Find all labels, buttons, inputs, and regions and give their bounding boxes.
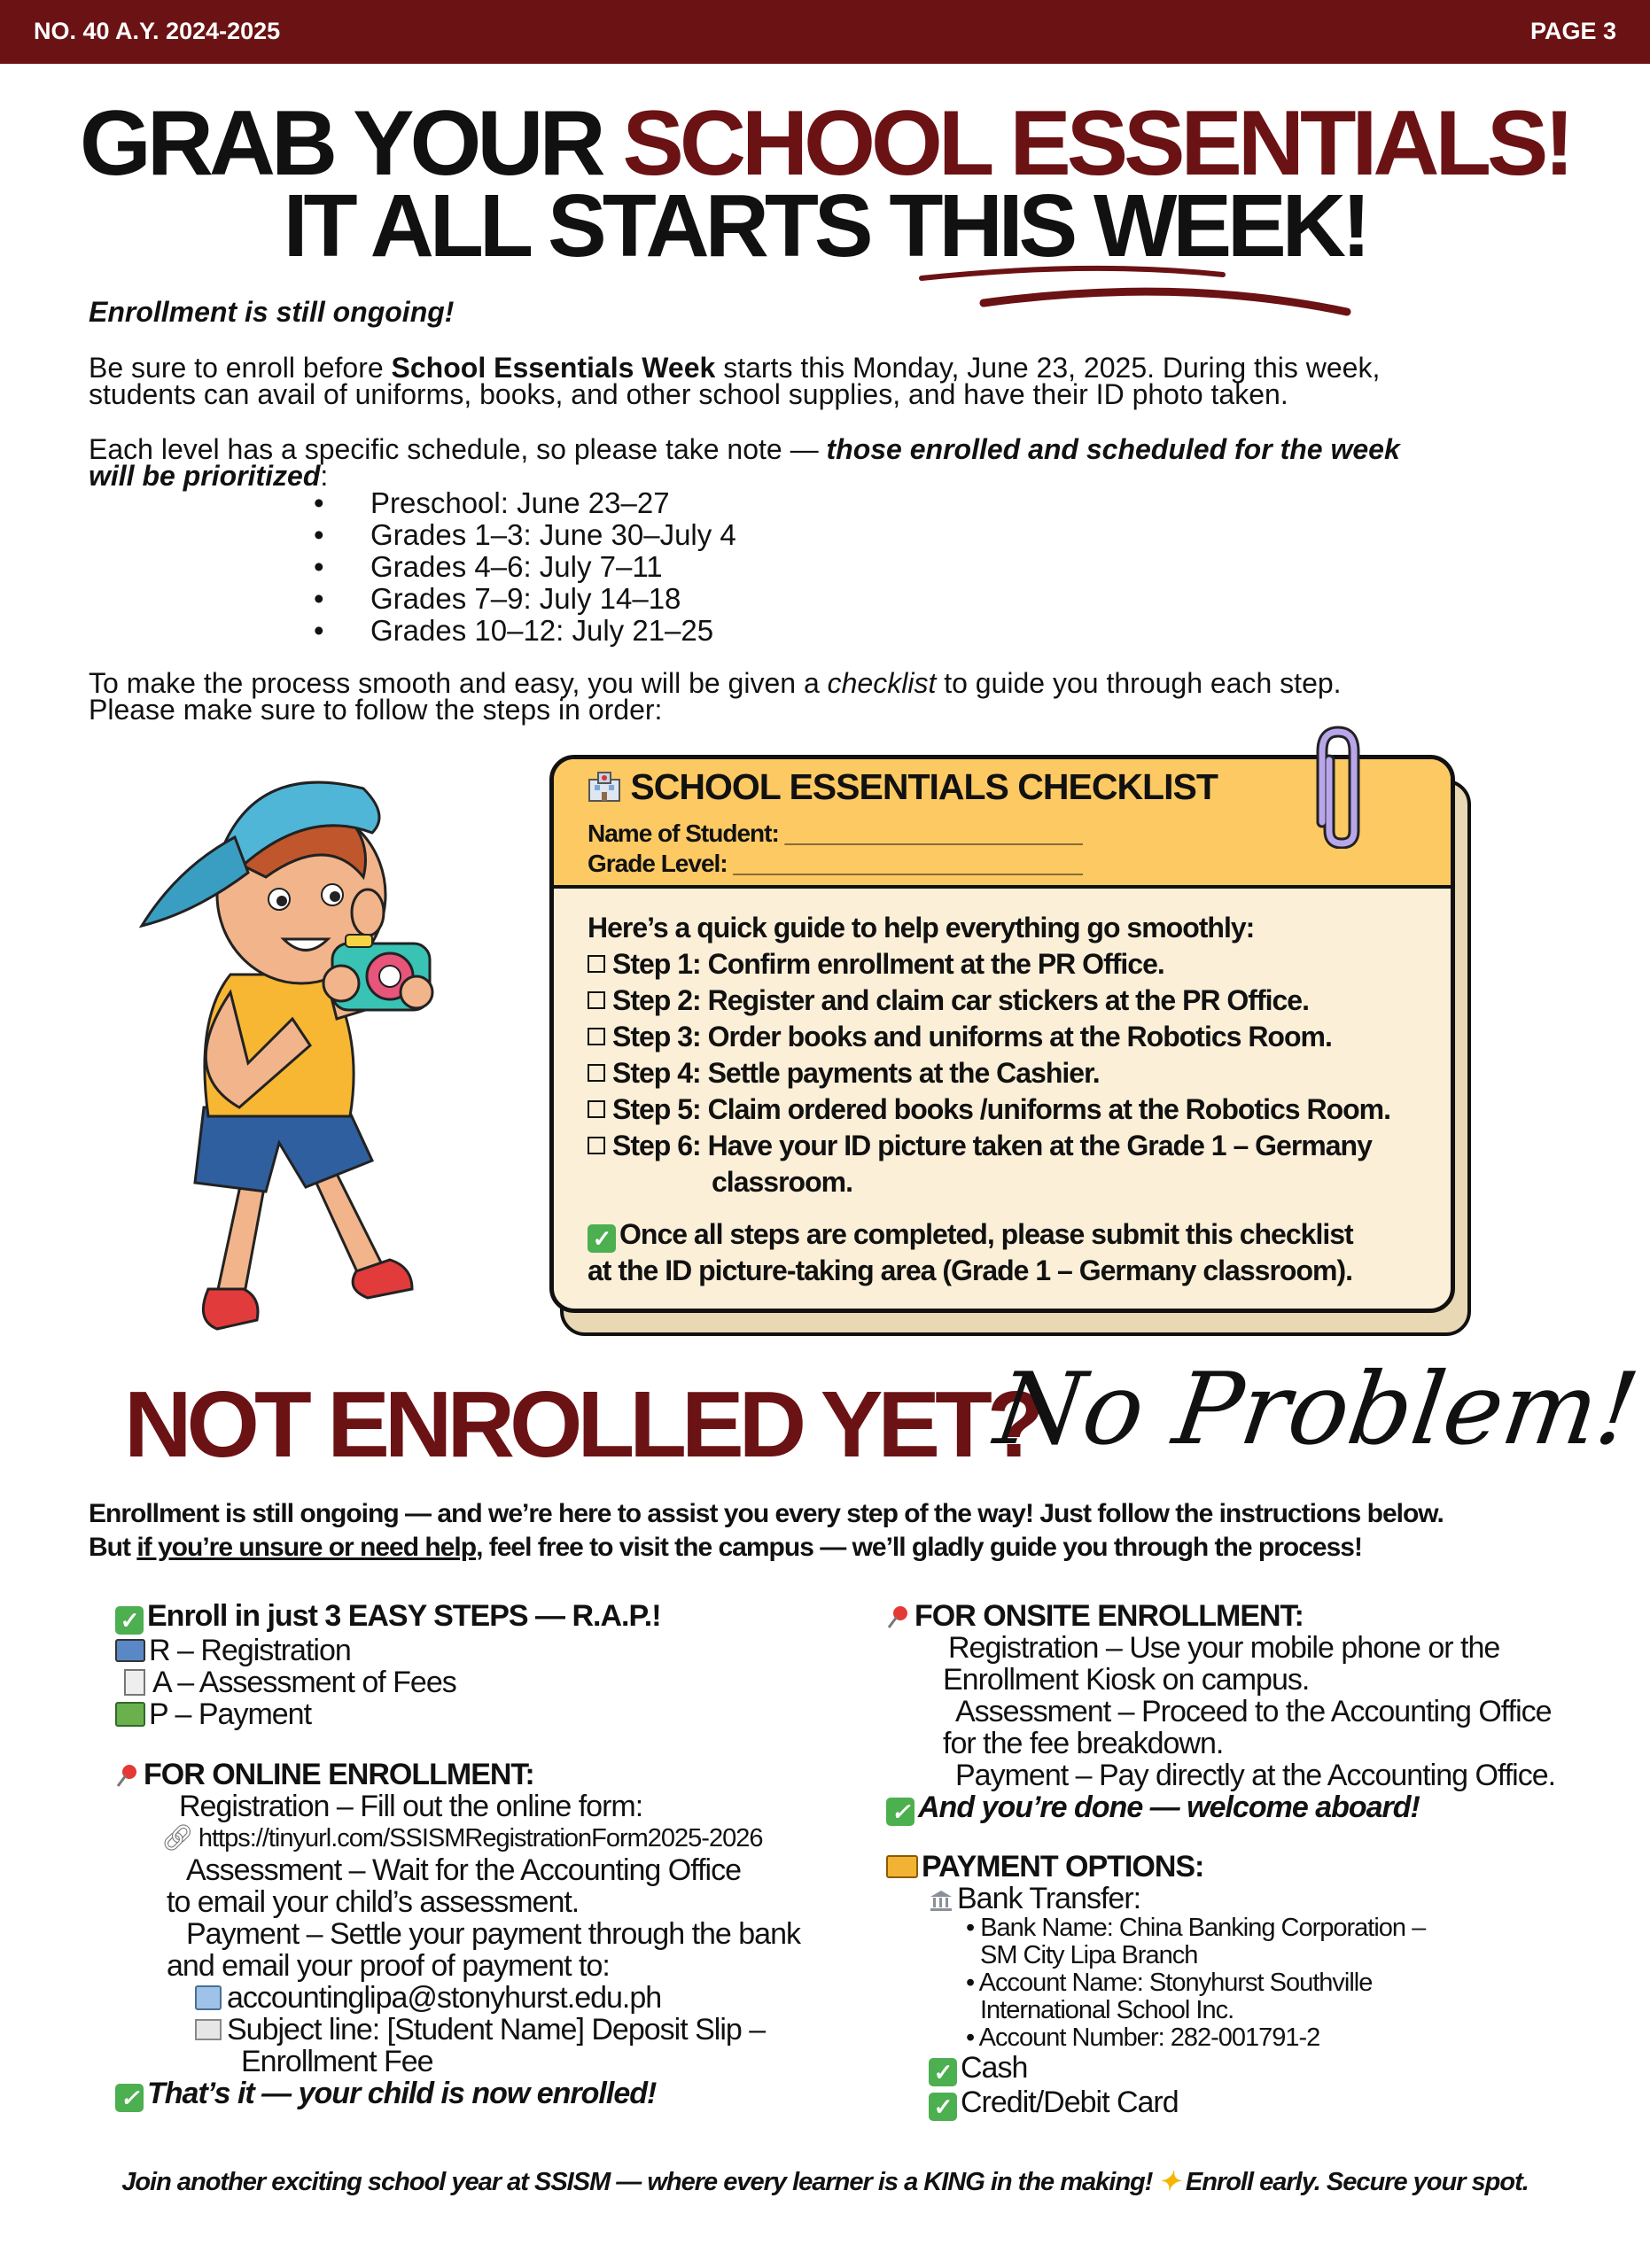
step-text: Step 4: Settle payments at the Cashier. (612, 1057, 1100, 1089)
sparkle-icon: ✦ (1158, 2168, 1179, 2196)
bank-name-1: • Bank Name: China Banking Corporation – (966, 1914, 1426, 1942)
onsite-title-row (886, 1600, 1631, 1632)
onsite-title: FOR ONSITE ENROLLMENT: (915, 1599, 1304, 1633)
account-name-1: • Account Name: Stonyhurst Southville (966, 1969, 1373, 1997)
check-mark-icon: ✓ (115, 1606, 144, 1635)
headline-line-2: IT ALL STARTS THIS WEEK! (283, 176, 1367, 276)
check-mark-icon: ✓ (929, 2093, 957, 2121)
payment-title-row (886, 1851, 1631, 1883)
p1-post: starts this Monday, June 23, 2025. During this week, (715, 352, 1381, 384)
money-icon (115, 1702, 145, 1727)
p1-bold: School Essentials Week (391, 352, 716, 384)
step-text: Step 5: Claim ordered books /uniforms at the Robotics Room. (612, 1093, 1390, 1125)
rap-item (115, 1698, 851, 1730)
student-name-blank: _______________________ (784, 819, 1082, 847)
p3-line2: Please make sure to follow the steps in order: (89, 694, 663, 726)
rap-item (115, 1635, 851, 1666)
step-text: Step 3: Order books and uniforms at the Robotics Room. (612, 1021, 1332, 1052)
email-row (115, 1982, 851, 2014)
laptop-icon (115, 1639, 145, 1662)
online-title-row (115, 1759, 851, 1790)
subject-line-1: Subject line: [Student Name] Deposit Slip – (227, 2013, 766, 2047)
card-label: Credit/Debit Card (961, 2085, 1179, 2119)
line2-post: , feel free to visit the campus — we’ll gladly guide you through the process! (476, 1533, 1362, 1562)
paperclip-icon (1304, 725, 1366, 849)
p2-pre: Each level has a specific schedule, so please take note — (89, 433, 827, 465)
grade-level-field (588, 850, 1082, 878)
checkbox-icon (588, 1137, 605, 1154)
onsite-payment: Payment – Pay directly at the Accounting Office. (955, 1759, 1556, 1792)
school-building-icon (588, 770, 621, 802)
rap-title-row (115, 1600, 851, 1635)
checklist-step (588, 1019, 1438, 1055)
cash-row (886, 2052, 1631, 2086)
step6-continuation: classroom. (712, 1166, 852, 1198)
headline-black: GRAB YOUR (79, 92, 623, 195)
online-done-row (115, 2078, 851, 2112)
checklist-title-row (588, 766, 1218, 808)
accounting-email[interactable]: accountinglipa@stonyhurst.edu.ph (227, 1981, 662, 2015)
online-assessment-1: Assessment – Wait for the Accounting Office (186, 1853, 741, 1887)
onsite-registration-1: Registration – Use your mobile phone or the (948, 1631, 1500, 1665)
pushpin-icon (886, 1604, 911, 1628)
checklist-step (588, 1055, 1438, 1091)
registration-link[interactable]: https://tinyurl.com/SSISMRegistrationForm2025-2026 (198, 1824, 763, 1852)
bank-icon (929, 1886, 953, 1909)
footer-tagline (0, 2166, 1650, 2197)
bank-details (886, 1915, 1631, 2052)
bank-transfer-label: Bank Transfer: (957, 1882, 1141, 1915)
rap-item (115, 1666, 851, 1698)
credit-card-icon (886, 1855, 918, 1878)
top-banner (0, 0, 1650, 64)
onsite-registration-2: Enrollment Kiosk on campus. (943, 1663, 1310, 1697)
onsite-done-row (886, 1791, 1631, 1826)
checklist-body (588, 910, 1438, 1289)
online-link-row (115, 1822, 851, 1854)
p3-pre: To make the process smooth and easy, you will be given a (89, 667, 828, 699)
link-icon: 🔗︎ (161, 1824, 193, 1852)
student-name-label: Name of Student: (588, 819, 779, 847)
checklist-step (588, 983, 1438, 1019)
student-name-field (588, 819, 1082, 848)
schedule-list (314, 487, 736, 647)
rap-item-text: A – Assessment of Fees (152, 1666, 456, 1699)
left-column (115, 1600, 851, 2112)
online-payment-2: and email your proof of payment to: (167, 1949, 610, 1983)
account-number: • Account Number: 282-001791-2 (966, 2023, 1320, 2052)
online-registration: Registration – Fill out the online form: (179, 1790, 643, 1823)
p3-post: to guide you through each step. (936, 667, 1342, 699)
no-problem-script: No Problem! (988, 1352, 1646, 1467)
not-enrolled-text (89, 1497, 1648, 1565)
line2-pre: But (89, 1533, 137, 1562)
p1-line2: students can avail of uniforms, books, and other school supplies, and have their ID photo taken. (89, 378, 1288, 410)
page-number: PAGE 3 (1529, 18, 1616, 44)
issue-number: NO. 40 A.Y. 2024-2025 (34, 18, 281, 44)
schedule-item: • Grades 10–12: July 21–25 (314, 615, 736, 647)
line2-underlined: if you’re unsure or need help (136, 1533, 477, 1562)
onsite-done: And you’re done — welcome aboard! (918, 1790, 1420, 1824)
bank-transfer-row (886, 1883, 1631, 1915)
card-row (886, 2086, 1631, 2121)
check-mark-icon: ✓ (588, 1224, 616, 1253)
rap-title: Enroll in just 3 EASY STEPS — R.A.P.! (147, 1599, 661, 1633)
online-title: FOR ONLINE ENROLLMENT: (144, 1758, 534, 1791)
step-text: Step 2: Register and claim car stickers at the PR Office. (612, 984, 1309, 1016)
checklist-guide: Here’s a quick guide to help everything go smoothly: (588, 912, 1255, 944)
boy-with-camera-illustration (124, 753, 496, 1347)
intro-paragraph-3 (89, 667, 1631, 726)
check-mark-icon: ✓ (886, 1798, 915, 1826)
document-icon (124, 1669, 145, 1696)
headline-maroon: SCHOOL ESSENTIALS! (622, 92, 1571, 195)
checklist-step (588, 946, 1438, 983)
rap-item-text: R – Registration (149, 1634, 351, 1667)
cash-label: Cash (961, 2051, 1028, 2085)
rap-item-text: P – Payment (149, 1697, 312, 1731)
checkbox-icon (588, 991, 605, 1009)
subject-row (115, 2014, 851, 2046)
bank-name-2: SM City Lipa Branch (980, 1941, 1198, 1969)
envelope-icon (195, 2019, 222, 2040)
subject-line-2: Enrollment Fee (241, 2045, 433, 2078)
checkbox-icon (588, 1028, 605, 1045)
pushpin-icon (115, 1762, 140, 1787)
step-text: Step 6: Have your ID picture taken at the Grade 1 – Germany (612, 1130, 1372, 1161)
p1-pre: Be sure to enroll before (89, 352, 392, 384)
p3-italic: checklist (827, 667, 937, 699)
checklist-step (588, 1091, 1438, 1128)
account-name-2: International School Inc. (980, 1996, 1234, 2024)
grade-level-label: Grade Level: (588, 850, 728, 877)
schedule-item: • Grades 4–6: July 7–11 (314, 551, 736, 583)
check-mark-icon: ✓ (115, 2084, 144, 2112)
final-text-1: Once all steps are completed, please submit this checklist (619, 1218, 1353, 1250)
p2-bold-2: will be prioritized (89, 460, 321, 492)
online-assessment-2: to email your child’s assessment. (167, 1885, 580, 1919)
right-column (886, 1600, 1631, 2121)
checklist-final-2: at the ID picture-taking area (Grade 1 – Germany classroom). (588, 1254, 1352, 1286)
intro-lead: Enrollment is still ongoing! (89, 296, 455, 328)
grade-level-blank: ___________________________ (733, 850, 1082, 877)
underline-swash (913, 259, 1356, 321)
schedule-item: • Preschool: June 23–27 (314, 487, 736, 519)
schedule-item: • Grades 1–3: June 30–July 4 (314, 519, 736, 551)
p2-colon: : (320, 460, 329, 492)
checklist-final-1 (588, 1216, 1438, 1253)
checkbox-icon (588, 955, 605, 973)
intro-paragraph-1 (89, 354, 1613, 408)
online-payment-1: Payment – Settle your payment through the bank (186, 1917, 801, 1951)
not-enrolled-line-1: Enrollment is still ongoing — and we’re here to assist you every step of the way! Just follow the instructions below. (89, 1499, 1444, 1528)
online-done: That’s it — your child is now enrolled! (147, 2077, 657, 2110)
check-mark-icon: ✓ (929, 2058, 957, 2086)
p2-bold-1: those enrolled and scheduled for the week (826, 433, 1400, 465)
checkbox-icon (588, 1100, 605, 1118)
footer-left: Join another exciting school year at SSISM — where every learner is a KING in the making! (121, 2168, 1153, 2196)
not-enrolled-title: NOT ENROLLED YET? (124, 1372, 1039, 1477)
onsite-assessment-2: for the fee breakdown. (943, 1727, 1224, 1760)
payment-title: PAYMENT OPTIONS: (922, 1850, 1204, 1884)
inbox-icon (195, 1985, 222, 2010)
checklist-step (588, 1128, 1438, 1164)
intro-paragraph-2 (89, 433, 1613, 492)
onsite-assessment-1: Assessment – Proceed to the Accounting Office (955, 1695, 1552, 1728)
not-enrolled-line-2 (89, 1531, 1648, 1565)
checklist-title: SCHOOL ESSENTIALS CHECKLIST (630, 766, 1218, 807)
checkbox-icon (588, 1064, 605, 1082)
schedule-item: • Grades 7–9: July 14–18 (314, 583, 736, 615)
step-text: Step 1: Confirm enrollment at the PR Office. (612, 948, 1164, 980)
footer-right: Enroll early. Secure your spot. (1185, 2168, 1529, 2196)
